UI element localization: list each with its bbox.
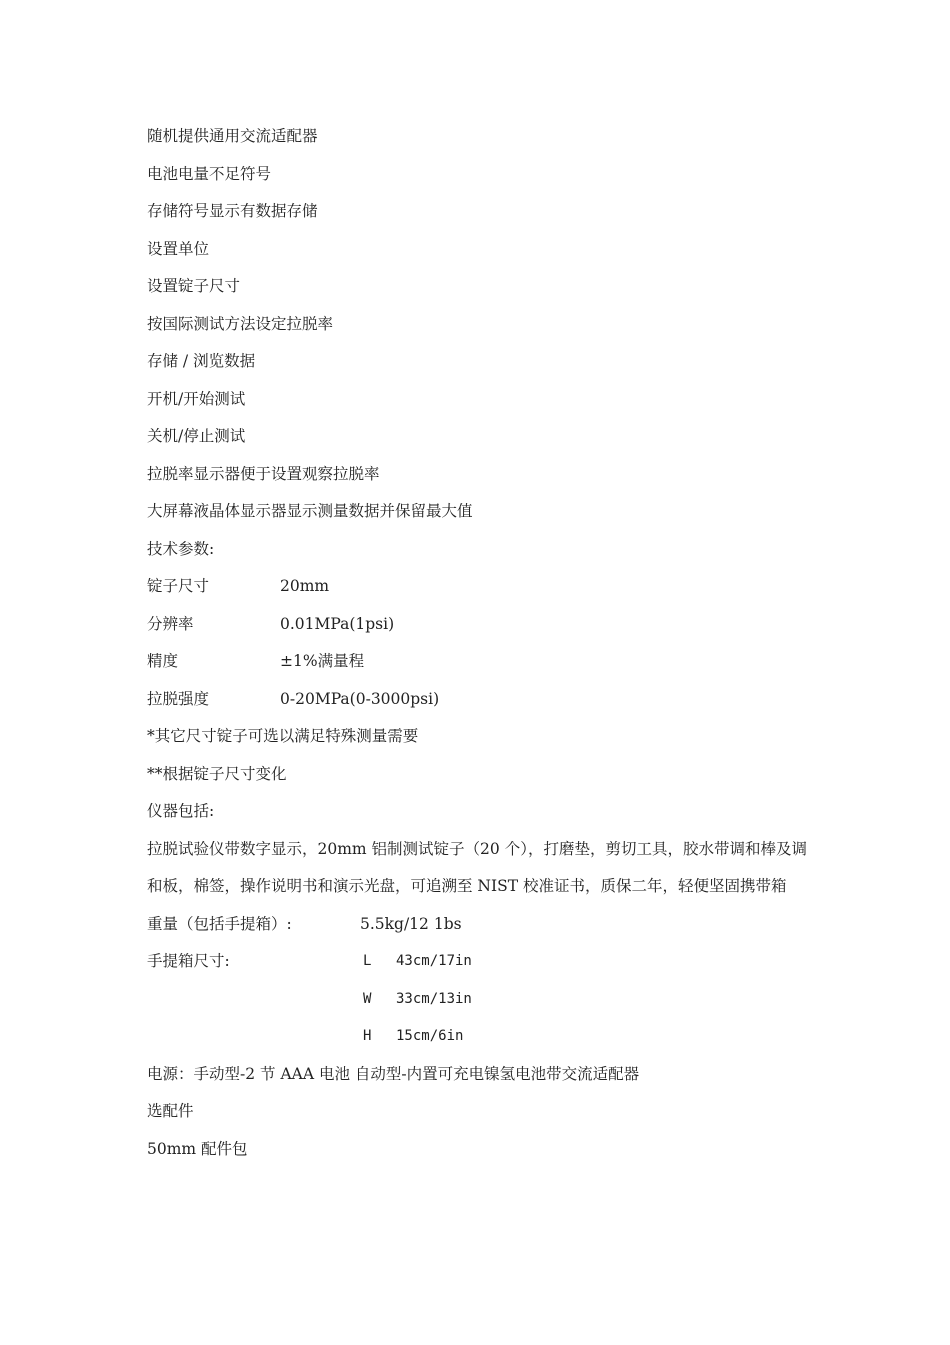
- spec-value: 0-20MPa(0-3000psi): [280, 689, 440, 708]
- spec-row: [147, 643, 827, 681]
- feature-line: 存储 / 浏览数据: [147, 352, 256, 370]
- options-heading: 选配件: [147, 1102, 194, 1120]
- dimension-value: 15cm/6in: [396, 1028, 464, 1044]
- dimension-key: H: [363, 1028, 372, 1044]
- spec-label: 锭子尺寸: [147, 577, 210, 595]
- feature-line: 设置锭子尺寸: [147, 277, 241, 295]
- dimension-value: 43cm/17in: [396, 953, 472, 969]
- spec-value: ±1%满量程: [280, 652, 365, 670]
- spec-label: 精度: [147, 652, 179, 670]
- feature-line: 关机/停止测试: [147, 427, 246, 445]
- specs-heading: 技术参数:: [147, 539, 215, 558]
- feature-line: 存储符号显示有数据存储: [147, 202, 318, 220]
- feature-line: 电池电量不足符号: [147, 164, 272, 183]
- dimension-key: W: [363, 990, 372, 1007]
- spec-value: 20mm: [280, 577, 330, 595]
- spec-row: [147, 568, 827, 606]
- dimension-key: L: [363, 953, 372, 969]
- includes-heading: 仪器包括:: [147, 802, 215, 820]
- power-line: 电源：手动型-2 节 AAA 电池 自动型-内置可充电镍氢电池带交流适配器: [147, 1064, 640, 1083]
- dimension-value: 33cm/13in: [396, 990, 472, 1007]
- feature-line: 随机提供通用交流适配器: [147, 127, 318, 145]
- spec-row: [147, 606, 827, 644]
- feature-line: 按国际测试方法设定拉脱率: [147, 314, 334, 333]
- case-size-label: 手提箱尺寸:: [147, 952, 230, 970]
- spec-row: [147, 681, 827, 719]
- feature-line: 大屏幕液晶体显示器显示测量数据并保留最大值: [147, 502, 473, 520]
- feature-line: 设置单位: [147, 239, 210, 258]
- note-line: **根据锭子尺寸变化: [147, 764, 287, 783]
- options-item: 50mm 配件包: [147, 1139, 248, 1158]
- case-size-row: [147, 943, 827, 981]
- includes-paragraph: 拉脱试验仪带数字显示，20mm 铝制测试锭子（20 个），打磨垫，剪切工具，胶水带调和棒及调和板，棉签，操作说明书和演示光盘，可追溯至 NIST 校准证书，质保二年，轻便坚固携带箱: [147, 839, 807, 895]
- weight-value: 5.5kg/12 1bs: [360, 914, 462, 933]
- document-body: [147, 118, 827, 1168]
- spec-label: 分辨率: [147, 614, 194, 633]
- case-size-row: [147, 1018, 827, 1056]
- weight-row: [147, 906, 827, 944]
- case-size-row: [147, 981, 827, 1019]
- note-line: *其它尺寸锭子可选以满足特殊测量需要: [147, 727, 419, 745]
- weight-label: 重量（包括手提箱）:: [147, 914, 292, 933]
- feature-line: 拉脱率显示器便于设置观察拉脱率: [147, 464, 380, 483]
- spec-value: 0.01MPa(1psi): [280, 614, 395, 633]
- spec-label: 拉脱强度: [147, 689, 210, 708]
- feature-line: 开机/开始测试: [147, 389, 246, 408]
